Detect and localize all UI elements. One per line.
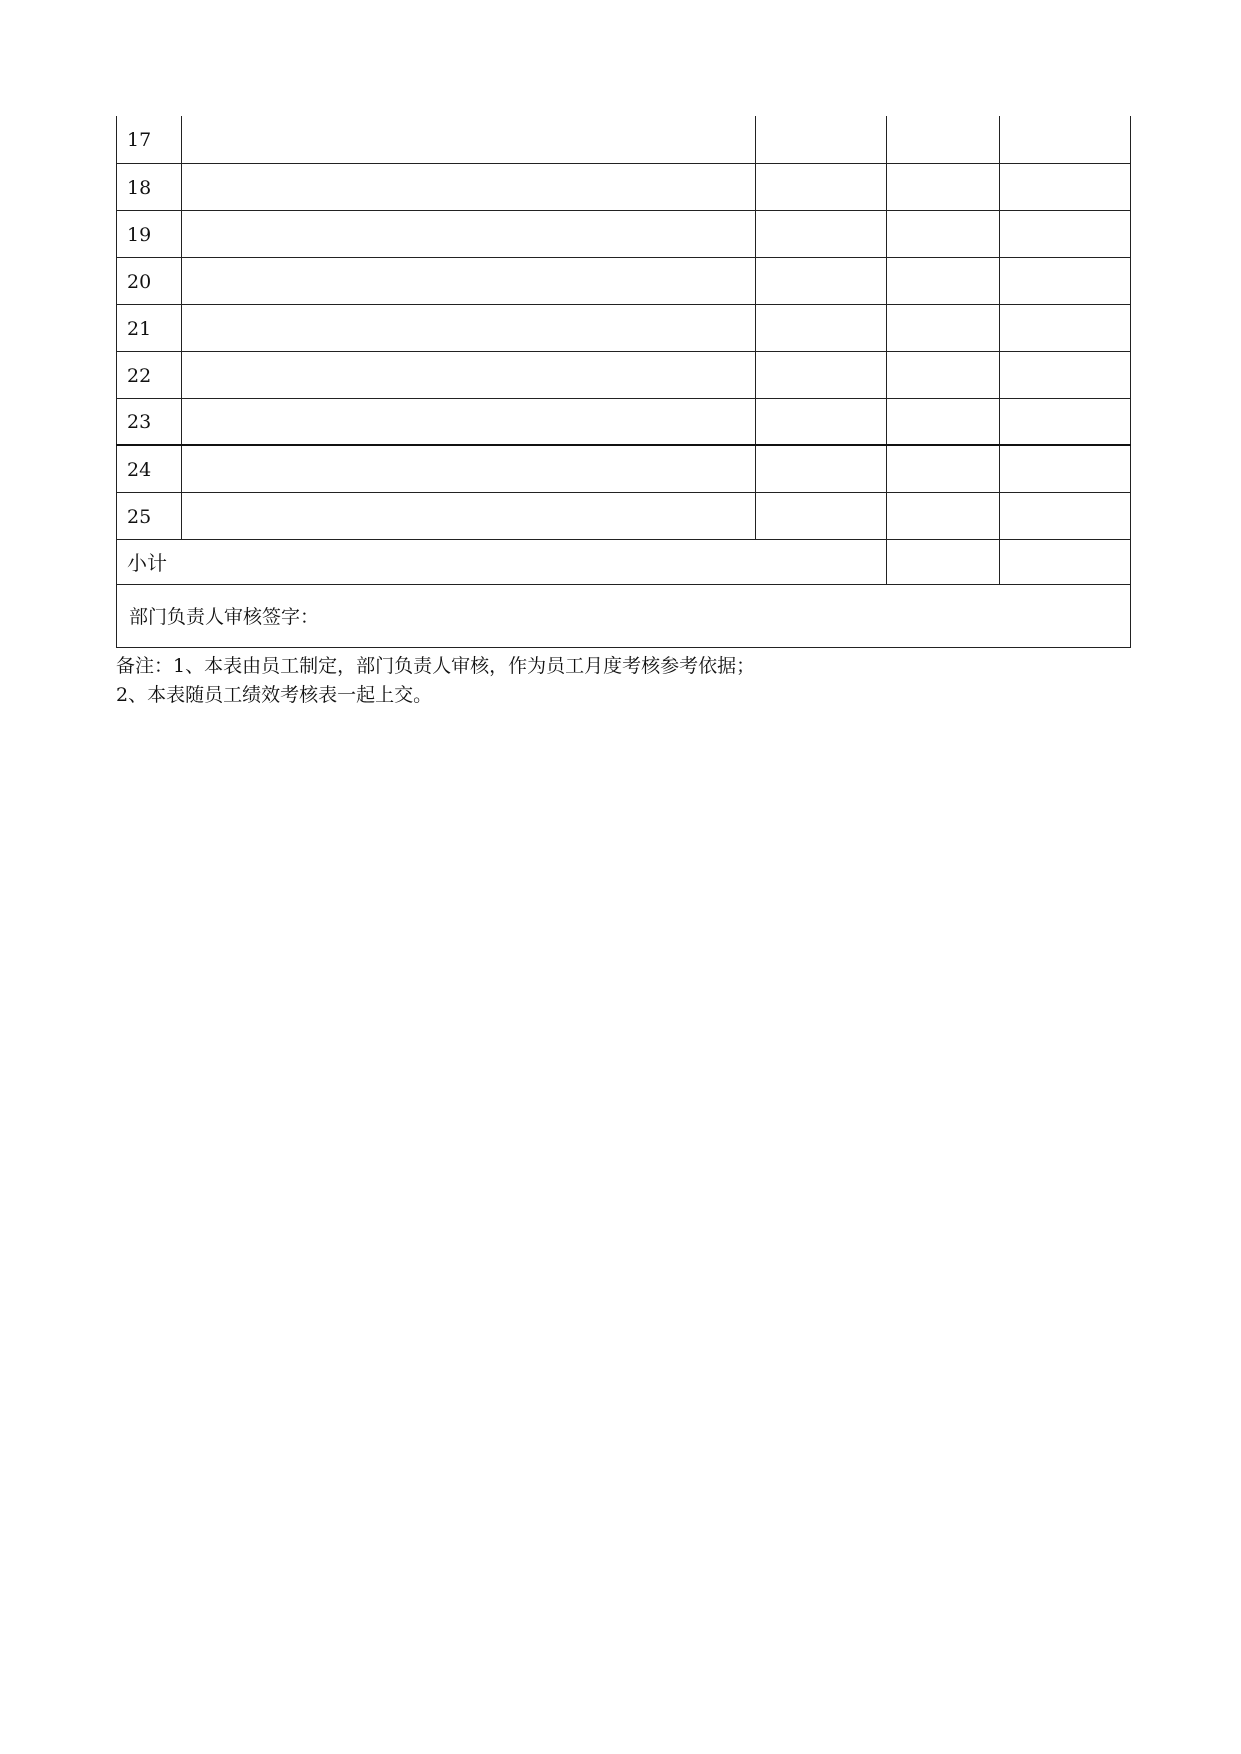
table-row: [117, 398, 1131, 445]
task-content-cell[interactable]: [182, 257, 756, 304]
table-row: [117, 492, 1131, 539]
value-cell[interactable]: [887, 445, 1000, 492]
note-line-1: 备注：1、本表由员工制定，部门负责人审核，作为员工月度考核参考依据；: [116, 654, 756, 677]
document-sheet: [116, 116, 1130, 710]
task-content-cell[interactable]: [182, 210, 756, 257]
subtotal-label: 小计: [117, 539, 887, 584]
table-row: [117, 351, 1131, 398]
value-cell[interactable]: [887, 304, 1000, 351]
value-cell[interactable]: [1000, 492, 1131, 539]
table-row: [117, 163, 1131, 210]
value-cell[interactable]: [1000, 304, 1131, 351]
table-row: [117, 210, 1131, 257]
value-cell[interactable]: [1000, 351, 1131, 398]
note-line-2: 2、本表随员工绩效考核表一起上交。: [116, 683, 433, 706]
value-cell[interactable]: [756, 445, 887, 492]
table-row: [117, 257, 1131, 304]
row-number-cell: 25: [117, 492, 182, 539]
value-cell[interactable]: [887, 257, 1000, 304]
value-cell[interactable]: [887, 210, 1000, 257]
table-body: [117, 116, 1131, 647]
value-cell[interactable]: [756, 304, 887, 351]
row-number-cell: 23: [117, 398, 182, 445]
task-content-cell[interactable]: [182, 492, 756, 539]
task-table: [116, 116, 1131, 648]
task-content-cell[interactable]: [182, 445, 756, 492]
task-content-cell[interactable]: [182, 304, 756, 351]
value-cell[interactable]: [756, 492, 887, 539]
task-content-cell[interactable]: [182, 163, 756, 210]
value-cell[interactable]: [1000, 116, 1131, 163]
value-cell[interactable]: [887, 492, 1000, 539]
value-cell[interactable]: [887, 163, 1000, 210]
value-cell[interactable]: [756, 257, 887, 304]
value-cell[interactable]: [1000, 210, 1131, 257]
signature-row: [117, 584, 1131, 647]
row-number-cell: 24: [117, 445, 182, 492]
table-row: [117, 116, 1131, 163]
task-content-cell[interactable]: [182, 351, 756, 398]
value-cell[interactable]: [1000, 163, 1131, 210]
table-row: [117, 304, 1131, 351]
row-number-cell: 22: [117, 351, 182, 398]
subtotal-value-cell[interactable]: [887, 539, 1000, 584]
value-cell[interactable]: [756, 116, 887, 163]
value-cell[interactable]: [756, 351, 887, 398]
row-number-cell: 19: [117, 210, 182, 257]
value-cell[interactable]: [887, 398, 1000, 445]
subtotal-row: [117, 539, 1131, 584]
value-cell[interactable]: [756, 210, 887, 257]
row-number-cell: 20: [117, 257, 182, 304]
notes: [116, 652, 1130, 710]
value-cell[interactable]: [756, 398, 887, 445]
table-row: [117, 445, 1131, 492]
signature-label[interactable]: 部门负责人审核签字：: [117, 584, 1131, 647]
value-cell[interactable]: [1000, 445, 1131, 492]
row-number-cell: 21: [117, 304, 182, 351]
value-cell[interactable]: [1000, 257, 1131, 304]
subtotal-value-cell[interactable]: [1000, 539, 1131, 584]
value-cell[interactable]: [887, 351, 1000, 398]
row-number-cell: 18: [117, 163, 182, 210]
task-content-cell[interactable]: [182, 398, 756, 445]
task-content-cell[interactable]: [182, 116, 756, 163]
value-cell[interactable]: [1000, 398, 1131, 445]
row-number-cell: 17: [117, 116, 182, 163]
value-cell[interactable]: [756, 163, 887, 210]
value-cell[interactable]: [887, 116, 1000, 163]
